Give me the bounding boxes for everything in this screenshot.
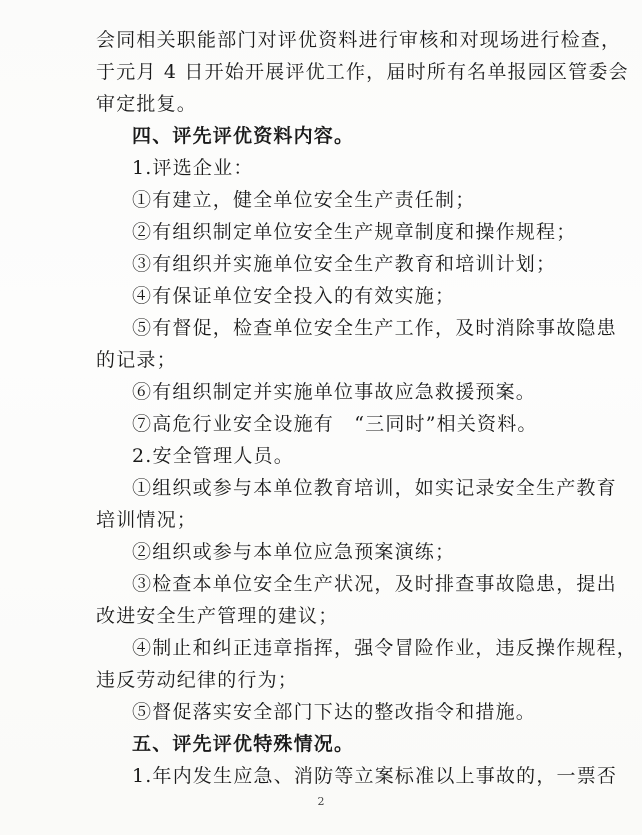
list-item: ①组织或参与本单位教育培训，如实记录安全生产教育	[132, 477, 617, 499]
list-item: ③有组织并实施单位安全生产教育和培训计划；	[132, 253, 557, 275]
list-item-continuation: 违反劳动纪律的行为；	[96, 669, 299, 691]
subsection-heading: 1.评选企业：	[132, 157, 254, 179]
list-item: ⑥有组织制定并实施单位事故应急救援预案。	[132, 381, 537, 403]
list-item: ②组织或参与本单位应急预案演练；	[132, 541, 456, 563]
list-item: ①有建立，健全单位安全生产责任制；	[132, 189, 476, 211]
section-heading: 五、评先评优特殊情况。	[132, 733, 355, 755]
list-item: ⑦高危行业安全设施有 “三同时”相关资料。	[132, 413, 538, 435]
page-number: 2	[317, 795, 325, 808]
list-item: ④有保证单位安全投入的有效实施；	[132, 285, 456, 307]
text-line: 会同相关职能部门对评优资料进行审核和对现场进行检查，	[96, 29, 622, 51]
section-heading: 四、评先评优资料内容。	[132, 125, 355, 147]
text-line: 于元月 4 日开始开展评优工作，届时所有名单报园区管委会	[96, 61, 629, 83]
list-item: ⑤督促落实安全部门下达的整改指令和措施。	[132, 701, 537, 723]
list-item: ④制止和纠正违章指挥，强令冒险作业，违反操作规程，	[132, 637, 638, 659]
list-item: 1.年内发生应急、消防等立案标准以上事故的，一票否	[132, 765, 618, 787]
list-item: ⑤有督促，检查单位安全生产工作，及时消除事故隐患	[132, 317, 617, 339]
subsection-heading: 2.安全管理人员。	[132, 445, 294, 467]
list-item-continuation: 的记录；	[96, 349, 177, 371]
list-item-continuation: 培训情况；	[96, 509, 198, 531]
list-item: ②有组织制定单位安全生产规章制度和操作规程；	[132, 221, 577, 243]
list-item-continuation: 改进安全生产管理的建议；	[96, 605, 339, 627]
list-item: ③检查本单位安全生产状况，及时排查事故隐患，提出	[132, 573, 617, 595]
text-line: 审定批复。	[96, 93, 198, 115]
